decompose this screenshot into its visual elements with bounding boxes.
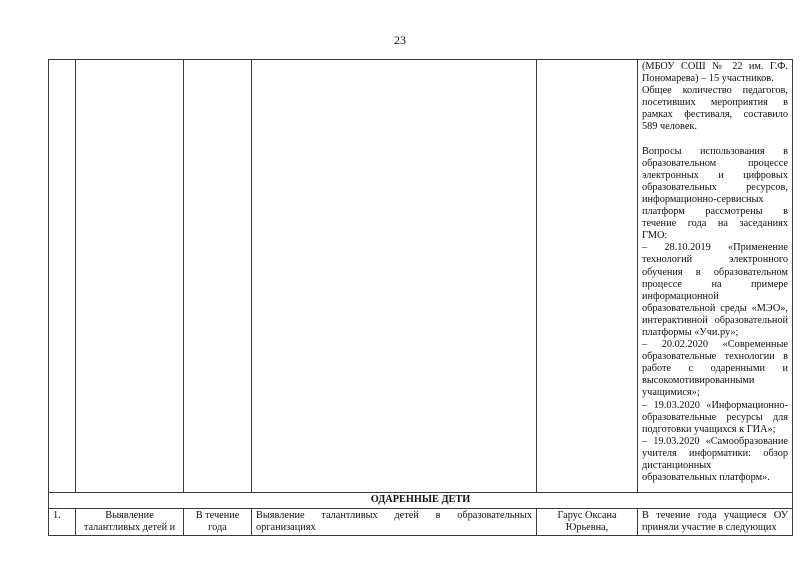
- cell-period: [184, 60, 252, 493]
- paragraph-gap: [642, 134, 788, 146]
- result-paragraph: (МБОУ СОШ № 22 им. Г.Ф. Пономарева) – 15 участников.: [642, 61, 788, 85]
- cell-activity: [76, 60, 184, 493]
- cell-responsible: [537, 60, 638, 493]
- result-paragraph: – 28.10.2019 «Применение технологий электронного обучения в образовательном процессе на примере информационной образовательной среды «МЭО», интерактивной образовательной платформы «Учи.ру»;: [642, 242, 788, 338]
- cell-number: [49, 60, 76, 493]
- row-result: В течение года учащиеся ОУ приняли участие в следующих: [638, 509, 793, 536]
- section-title: ОДАРЕННЫЕ ДЕТИ: [49, 493, 793, 509]
- table-row-continued: [49, 60, 793, 493]
- row-number: 1.: [49, 509, 76, 536]
- plan-table: [48, 59, 793, 536]
- result-paragraph: – 19.03.2020 «Самообразование учителя информатики: обзор дистанционных образовательных платформ».: [642, 435, 788, 484]
- cell-result: [638, 60, 793, 493]
- row-activity: Выявление талантливых детей и: [76, 509, 184, 536]
- table-row: [49, 509, 793, 536]
- result-paragraph: – 20.02.2020 «Современные образовательные технологии в работе с одаренными и высокомотивированными учащимися»;: [642, 339, 788, 399]
- result-paragraph: Общее количество педагогов, посетивших мероприятия в рамках фестиваля, составило 589 человек.: [642, 85, 788, 133]
- row-period: В течение года: [184, 509, 252, 536]
- section-header-row: [49, 493, 793, 509]
- page-number: 23: [394, 33, 406, 47]
- cell-description: [252, 60, 537, 493]
- result-paragraph: Вопросы использования в образовательном процессе электронных и цифровых образовательных ресурсов, информационно-сервисных платформ рассмотрены в течение года на заседаниях ГМО:: [642, 145, 788, 242]
- row-responsible: Гарус Оксана Юрьевна,: [537, 509, 638, 536]
- result-paragraph: – 19.03.2020 «Информационно-образовательные ресурсы для подготовки учащихся к ГИА»;: [642, 399, 788, 435]
- row-description: Выявление талантливых детей в образовательных организациях: [252, 509, 537, 536]
